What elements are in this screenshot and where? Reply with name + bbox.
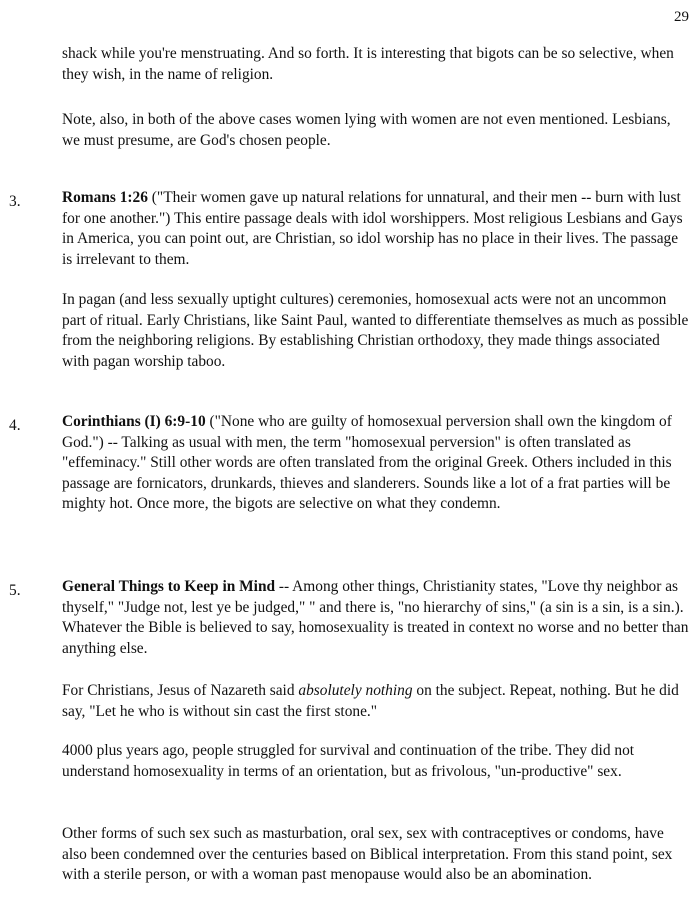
scripture-reference: Romans 1:26 [62, 189, 148, 206]
paragraph: shack while you're menstruating. And so forth. It is interesting that bigots can be so selective, when they wish, in the name of religion. [62, 45, 674, 83]
paragraph: Note, also, in both of the above cases women lying with women are not even mentioned. Lesbians, we must presume, are God's chosen people. [62, 111, 671, 149]
paragraph: Other forms of such sex such as masturbation, oral sex, sex with contraceptives or condoms, have also been condemned over the centuries based on Biblical interpretation. From this stand point, sex with a sterile person, or with a woman past menopause would also be an abomination. [62, 825, 673, 884]
paragraph: Corinthians (I) 6:9-10 ("None who are guilty of homosexual perversion shall own the kingdom of God.") -- Talking as usual with men, the term "homosexual perversion" is often translated as "effeminacy." Still other words are often translated from the original Greek. Others included in this passage are fornicators, drunkards, thieves and slanderers. Sounds like a lot of a frat parties will be mighty hot. Once more, the bigots are selective on what they condemn. [62, 413, 672, 513]
paragraph: General Things to Keep in Mind -- Among other things, Christianity states, "Love thy neighbor as thyself," "Judge not, lest ye be judged," " and there is, "no hierarchy of sins," (a sin is a sin, is a sin.). Whatever the Bible is believed to say, homosexuality is treated in context no worse and no better than anything else. [62, 578, 689, 657]
paragraph: 4000 plus years ago, people struggled for survival and continuation of the tribe. They did not understand homosexuality in terms of an orientation, but as frivolous, "un-productive" sex. [62, 742, 635, 780]
paragraph: For Christians, Jesus of Nazareth said absolutely nothing on the subject. Repeat, nothing. But he did say, "Let he who is without sin cast the first stone." [62, 682, 679, 720]
emphasis: absolutely nothing [298, 682, 413, 699]
paragraph: Romans 1:26 ("Their women gave up natural relations for unnatural, and their men -- burn with lust for one another.") This entire passage deals with idol worshippers. Most religious Lesbians and Gays in America, you can point out, are Christian, so idol worship has no place in their lives. The passage is irrelevant to them. [62, 189, 683, 268]
page-number: 29 [674, 9, 689, 25]
list-number: 4. [9, 417, 21, 434]
list-number: 5. [9, 582, 21, 599]
paragraph: In pagan (and less sexually uptight cultures) ceremonies, homosexual acts were not an uncommon part of ritual. Early Christians, like Saint Paul, wanted to differentiate themselves as much as possible from the neighboring religions. By establishing Christian orthodoxy, they made things associated with pagan worship taboo. [62, 291, 689, 370]
section-heading: General Things to Keep in Mind [62, 578, 276, 595]
list-number: 3. [9, 193, 21, 210]
scripture-reference: Corinthians (I) 6:9-10 [62, 413, 206, 430]
